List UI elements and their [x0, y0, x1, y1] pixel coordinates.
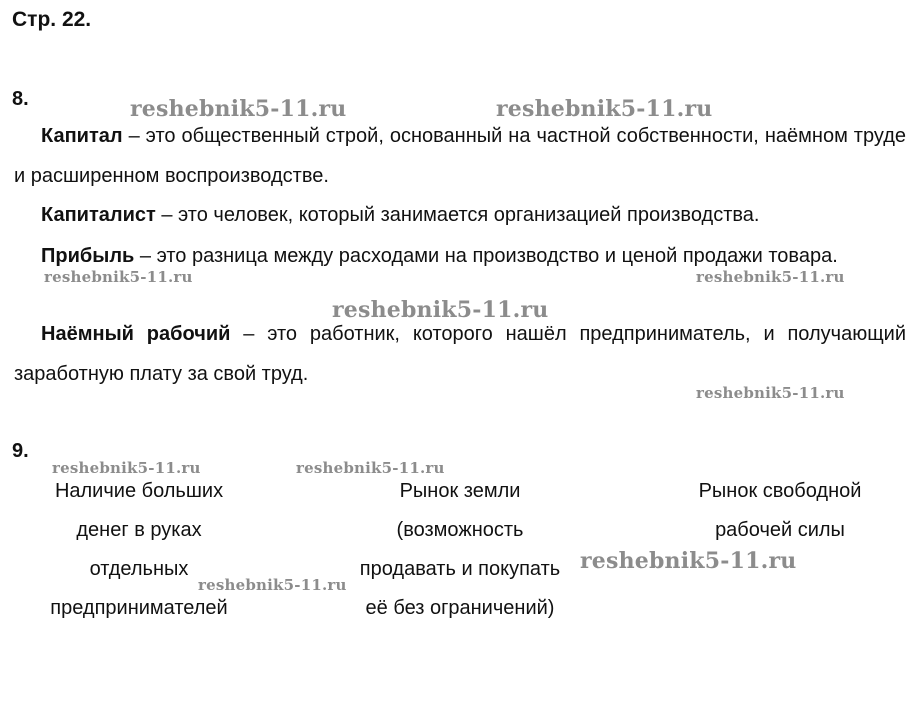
factor-line: денег в руках — [76, 519, 202, 541]
definition-hired-worker — [14, 314, 906, 394]
watermark: reshebnik5-11.ru — [198, 576, 347, 594]
watermark: reshebnik5-11.ru — [696, 268, 845, 286]
factor-line: рабочей силы — [715, 519, 845, 541]
factor-line: Рынок земли — [399, 480, 521, 502]
definition-term: Капиталист — [41, 204, 156, 226]
task-8-number: 8. — [12, 88, 29, 110]
definition-text: – это общественный строй, основанный на частной собственности, наёмном труде и расширенном воспроизводстве. — [14, 125, 906, 187]
definition-capitalist — [14, 195, 906, 235]
definition-term: Прибыль — [41, 245, 135, 267]
watermark: reshebnik5-11.ru — [296, 459, 445, 477]
task-9-number: 9. — [12, 440, 29, 462]
factor-line: Рынок свободной — [698, 480, 862, 502]
definition-capital — [14, 116, 906, 196]
watermark: reshebnik5-11.ru — [332, 297, 549, 323]
factor-line: Наличие больших — [54, 480, 224, 502]
watermark: reshebnik5-11.ru — [496, 96, 713, 122]
factor-line: предпринимателей — [50, 597, 228, 619]
definition-text: – это работник, которого нашёл предприниматель, и получающий заработную плату за свой труд. — [14, 323, 906, 385]
definition-term: Наёмный рабочий — [41, 323, 231, 345]
factor-line: её без ограничений) — [365, 597, 555, 619]
watermark: reshebnik5-11.ru — [580, 548, 797, 574]
factor-line: отдельных — [89, 558, 189, 580]
watermark: reshebnik5-11.ru — [130, 96, 347, 122]
factor-line: продавать и покупать — [359, 558, 561, 580]
page-label: Стр. 22. — [12, 8, 92, 31]
watermark: reshebnik5-11.ru — [696, 384, 845, 402]
definition-text: – это разница между расходами на производство и ценой продажи товара. — [134, 245, 838, 267]
definition-term: Капитал — [41, 125, 123, 147]
factor-line: (возможность — [396, 519, 524, 541]
watermark: reshebnik5-11.ru — [44, 268, 193, 286]
watermark: reshebnik5-11.ru — [52, 459, 201, 477]
factor-column-labor — [660, 472, 900, 550]
factor-column-land — [330, 472, 590, 628]
factor-column-money — [14, 472, 264, 628]
definition-text: – это человек, который занимается организацией производства. — [155, 204, 760, 226]
